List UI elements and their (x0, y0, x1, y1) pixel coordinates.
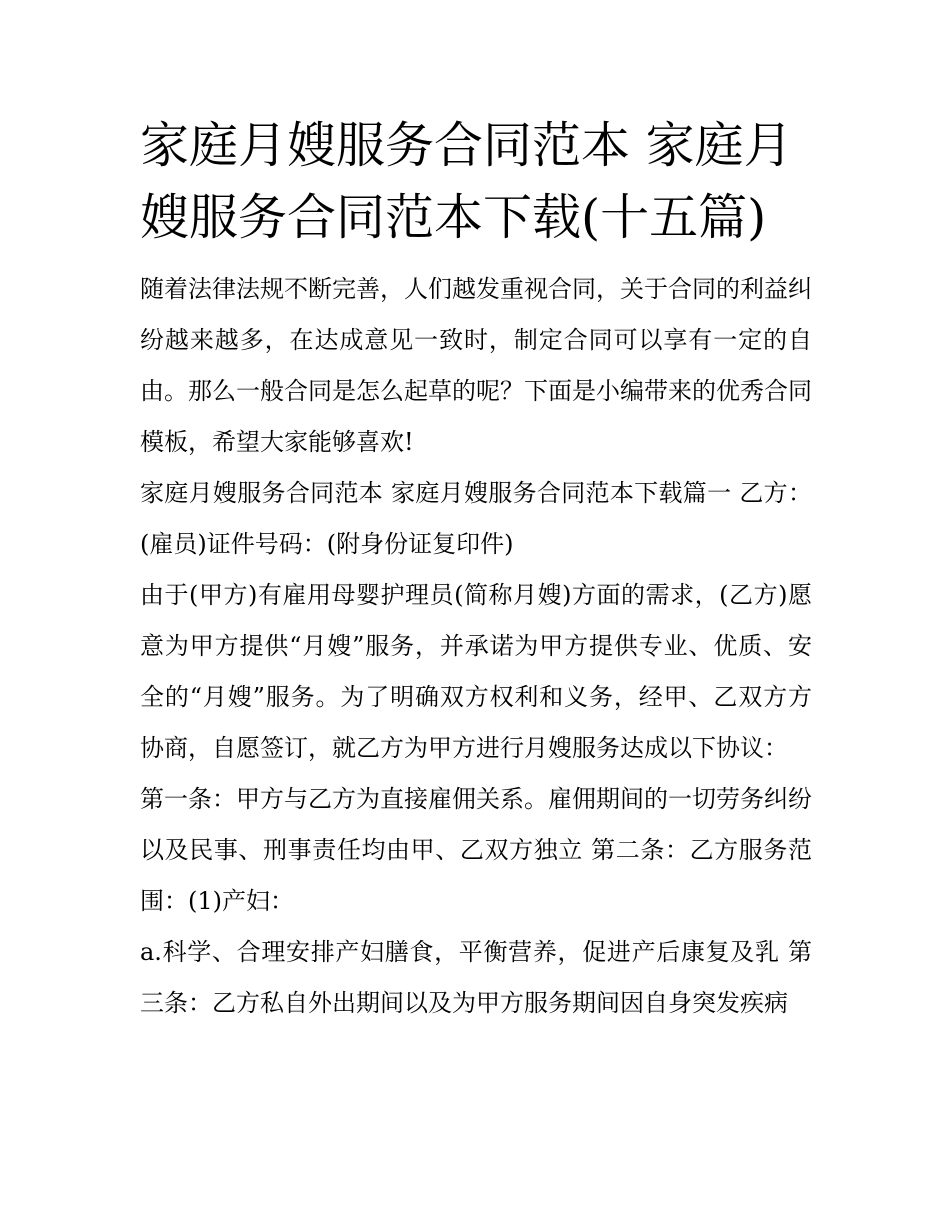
service-scope-paragraph: a.科学、合理安排产妇膳食，平衡营养，促进产后康复及乳 第三条：乙方私自外出期间以及为甲方服务期间因自身突发疾病 (140, 938, 812, 1017)
document-title: 家庭月嫂服务合同范本 家庭月嫂服务合同范本下载(十五篇) (140, 117, 793, 246)
preamble-paragraph: 由于(甲方)有雇用母婴护理员(简称月嫂)方面的需求，(乙方)愿意为甲方提供“月嫂”服务，并承诺为甲方提供专业、优质、安全的“月嫂”服务。为了明确双方权利和义务，经甲、乙双方方协商，自愿签订，就乙方为甲方进行月嫂服务达成以下协议： (140, 581, 812, 762)
intro-paragraph: 随着法律法规不断完善，人们越发重视合同，关于合同的利益纠纷越来越多，在达成意见一致时，制定合同可以享有一定的自由。那么一般合同是怎么起草的呢？下面是小编带来的优秀合同模板，希望大家能够喜欢! (140, 275, 812, 456)
contract-heading-paragraph: 家庭月嫂服务合同范本 家庭月嫂服务合同范本下载篇一 乙方：(雇员)证件号码：(附身份证复印件) (140, 479, 812, 558)
document-body (140, 110, 812, 1029)
article-one-paragraph: 第一条：甲方与乙方为直接雇佣关系。雇佣期间的一切劳务纠纷以及民事、刑事责任均由甲、乙双方独立 第二条：乙方服务范围：(1)产妇： (140, 785, 812, 915)
